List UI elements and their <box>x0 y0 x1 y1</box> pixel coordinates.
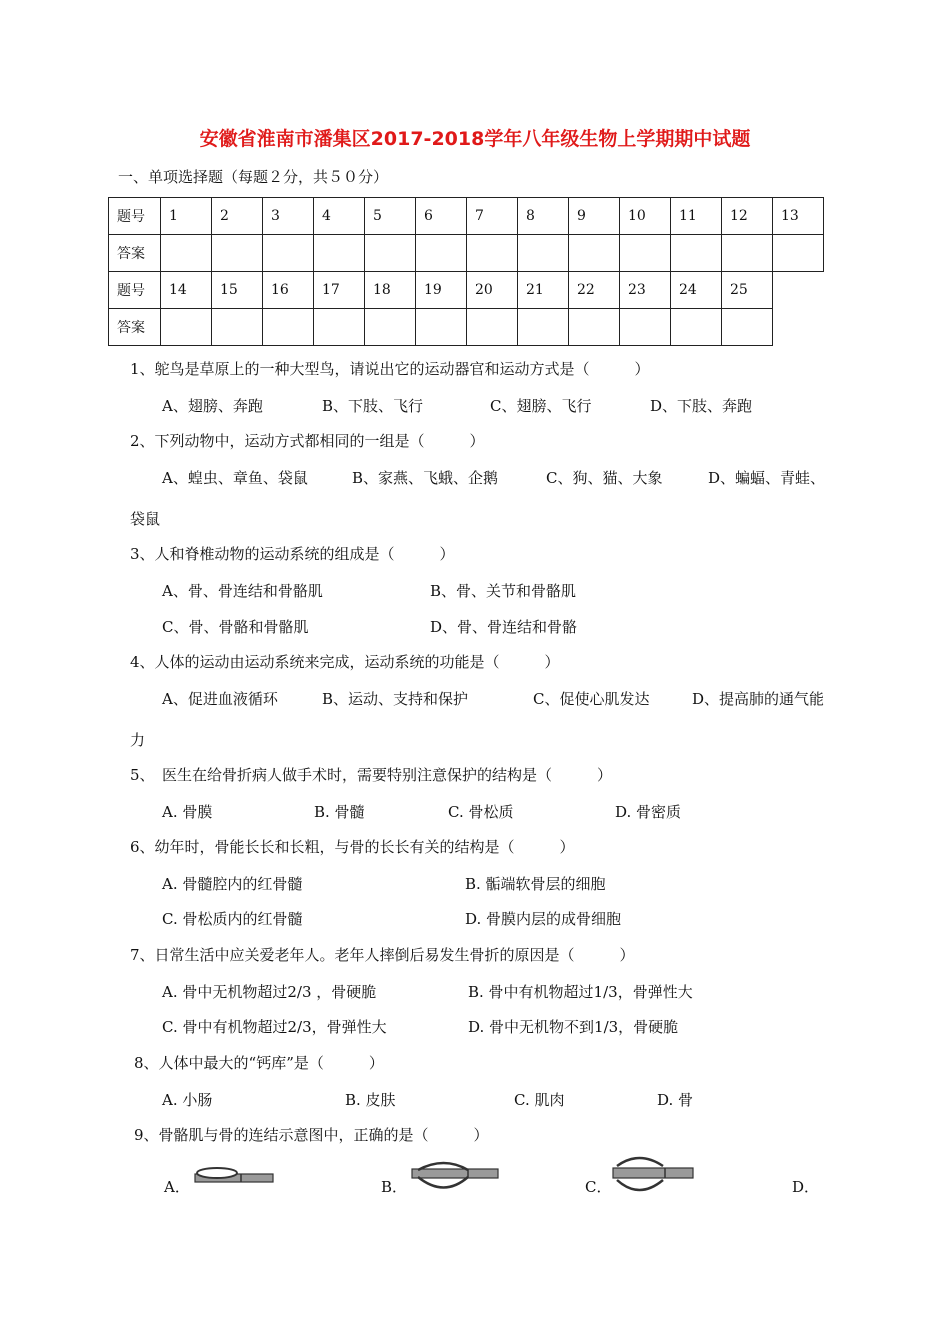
q8-option-d[interactable]: D. 骨 <box>657 1091 694 1109</box>
exam-title: 安徽省淮南市潘集区2017-2018学年八年级生物上学期期中试题 <box>199 128 751 150</box>
q7-option-a[interactable]: A. 骨中无机物超过2/3 ，骨硬脆 <box>162 983 377 1001</box>
question-4-stem: 4、人体的运动由运动系统来完成，运动系统的功能是（ ） <box>130 653 560 671</box>
answer-cell[interactable] <box>416 309 467 346</box>
q9-option-b[interactable]: B． <box>381 1178 408 1196</box>
answer-cell[interactable] <box>314 309 365 346</box>
question-number: 24 <box>671 272 722 309</box>
question-2-stem: 2、下列动物中，运动方式都相同的一组是（ ） <box>130 432 485 450</box>
table-row <box>109 309 824 346</box>
q3-option-c[interactable]: C、骨、骨骼和骨骼肌 <box>162 618 309 636</box>
row-label: 答案 <box>109 309 161 346</box>
question-number: 7 <box>467 198 518 235</box>
question-number: 22 <box>569 272 620 309</box>
q8-option-a[interactable]: A. 小肠 <box>162 1091 213 1109</box>
answer-cell[interactable] <box>161 309 212 346</box>
q4-option-a[interactable]: A、促进血液循环 <box>162 690 278 708</box>
answer-table <box>108 197 824 346</box>
q9-option-d[interactable]: D． <box>792 1178 820 1196</box>
q2-option-d-continuation: 袋鼠 <box>130 510 161 528</box>
q3-option-d[interactable]: D、骨、骨连结和骨骼 <box>430 618 578 636</box>
q5-option-c[interactable]: C. 骨松质 <box>448 803 514 821</box>
question-1-stem: 1、鸵鸟是草原上的一种大型鸟，请说出它的运动器官和运动方式是（ ） <box>130 360 650 378</box>
question-3-stem: 3、人和脊椎动物的运动系统的组成是（ ） <box>130 545 455 563</box>
answer-cell[interactable] <box>263 235 314 272</box>
question-number: 19 <box>416 272 467 309</box>
question-number: 1 <box>161 198 212 235</box>
table-row <box>109 235 824 272</box>
answer-cell[interactable] <box>365 309 416 346</box>
q9-option-c[interactable]: C． <box>585 1178 612 1196</box>
q4-option-d-continuation: 力 <box>130 731 146 749</box>
q1-option-c[interactable]: C、翅膀、飞行 <box>490 397 592 415</box>
question-number: 18 <box>365 272 416 309</box>
question-number: 12 <box>722 198 773 235</box>
muscle-bone-diagram-b <box>410 1158 500 1196</box>
question-number: 16 <box>263 272 314 309</box>
question-number: 25 <box>722 272 773 309</box>
q7-option-c[interactable]: C. 骨中有机物超过2/3，骨弹性大 <box>162 1018 387 1036</box>
q1-option-a[interactable]: A、翅膀、奔跑 <box>162 397 263 415</box>
q5-option-d[interactable]: D. 骨密质 <box>615 803 682 821</box>
answer-cell[interactable] <box>212 235 263 272</box>
table-row <box>109 272 824 309</box>
table-row <box>109 198 824 235</box>
answer-cell[interactable] <box>620 309 671 346</box>
answer-cell[interactable] <box>569 309 620 346</box>
question-number: 17 <box>314 272 365 309</box>
question-number: 10 <box>620 198 671 235</box>
answer-cell[interactable] <box>212 309 263 346</box>
answer-cell[interactable] <box>263 309 314 346</box>
q8-option-c[interactable]: C. 肌肉 <box>514 1091 565 1109</box>
answer-cell[interactable] <box>620 235 671 272</box>
q4-option-c[interactable]: C、促使心肌发达 <box>533 690 650 708</box>
question-5-stem: 5、 医生在给骨折病人做手术时，需要特别注意保护的结构是（ ） <box>130 766 613 784</box>
muscle-bone-diagram-a <box>193 1164 275 1190</box>
q2-option-a[interactable]: A、蝗虫、章鱼、袋鼠 <box>162 469 308 487</box>
q5-option-a[interactable]: A. 骨膜 <box>162 803 213 821</box>
question-7-stem: 7、日常生活中应关爱老年人。老年人摔倒后易发生骨折的原因是（ ） <box>130 946 635 964</box>
q4-option-d[interactable]: D、提高肺的通气能 <box>692 690 825 708</box>
answer-cell[interactable] <box>671 309 722 346</box>
muscle-bone-diagram-c <box>611 1156 695 1198</box>
answer-cell[interactable] <box>773 235 824 272</box>
q2-option-b[interactable]: B、家燕、飞蛾、企鹅 <box>352 469 499 487</box>
q9-option-a[interactable]: A． <box>164 1178 190 1196</box>
question-number: 15 <box>212 272 263 309</box>
question-number: 11 <box>671 198 722 235</box>
question-number: 4 <box>314 198 365 235</box>
question-6-stem: 6、幼年时，骨能长长和长粗，与骨的长长有关的结构是（ ） <box>130 838 575 856</box>
q1-option-d[interactable]: D、下肢、奔跑 <box>650 397 753 415</box>
empty-cell <box>773 272 824 309</box>
question-number: 3 <box>263 198 314 235</box>
question-number: 20 <box>467 272 518 309</box>
q6-option-c[interactable]: C. 骨松质内的红骨髓 <box>162 910 303 928</box>
question-number: 9 <box>569 198 620 235</box>
question-number: 13 <box>773 198 824 235</box>
q1-option-b[interactable]: B、下肢、飞行 <box>322 397 424 415</box>
q2-option-c[interactable]: C、狗、猫、大象 <box>546 469 663 487</box>
q3-option-b[interactable]: B、骨、关节和骨骼肌 <box>430 582 577 600</box>
question-number: 21 <box>518 272 569 309</box>
q2-option-d[interactable]: D、蝙蝠、青蛙、 <box>708 469 826 487</box>
row-label: 题号 <box>109 272 161 309</box>
q7-option-d[interactable]: D. 骨中无机物不到1/3，骨硬脆 <box>468 1018 679 1036</box>
answer-cell[interactable] <box>518 235 569 272</box>
answer-cell[interactable] <box>722 235 773 272</box>
answer-cell[interactable] <box>314 235 365 272</box>
question-number: 5 <box>365 198 416 235</box>
question-number: 6 <box>416 198 467 235</box>
answer-cell[interactable] <box>467 309 518 346</box>
row-label: 题号 <box>109 198 161 235</box>
question-8-stem: 8、人体中最大的“钙库”是（ ） <box>134 1054 384 1072</box>
q5-option-b[interactable]: B. 骨髓 <box>314 803 365 821</box>
question-number: 23 <box>620 272 671 309</box>
q8-option-b[interactable]: B. 皮肤 <box>345 1091 396 1109</box>
question-number: 8 <box>518 198 569 235</box>
q6-option-b[interactable]: B. 骺端软骨层的细胞 <box>465 875 606 893</box>
answer-cell[interactable] <box>467 235 518 272</box>
q7-option-b[interactable]: B. 骨中有机物超过1/3，骨弹性大 <box>468 983 693 1001</box>
row-label: 答案 <box>109 235 161 272</box>
answer-cell[interactable] <box>569 235 620 272</box>
answer-cell[interactable] <box>671 235 722 272</box>
q3-option-a[interactable]: A、骨、骨连结和骨骼肌 <box>162 582 323 600</box>
answer-cell[interactable] <box>161 235 212 272</box>
answer-cell[interactable] <box>365 235 416 272</box>
question-9-stem: 9、骨骼肌与骨的连结示意图中，正确的是（ ） <box>134 1126 489 1144</box>
q4-option-b[interactable]: B、运动、支持和保护 <box>322 690 469 708</box>
q6-option-d[interactable]: D. 骨膜内层的成骨细胞 <box>465 910 622 928</box>
section-heading: 一、单项选择题（每题２分，共５０分） <box>118 168 389 186</box>
answer-cell[interactable] <box>518 309 569 346</box>
answer-cell[interactable] <box>722 309 773 346</box>
answer-cell[interactable] <box>416 235 467 272</box>
question-number: 14 <box>161 272 212 309</box>
empty-cell <box>773 309 824 346</box>
question-number: 2 <box>212 198 263 235</box>
q6-option-a[interactable]: A. 骨髓腔内的红骨髓 <box>162 875 303 893</box>
